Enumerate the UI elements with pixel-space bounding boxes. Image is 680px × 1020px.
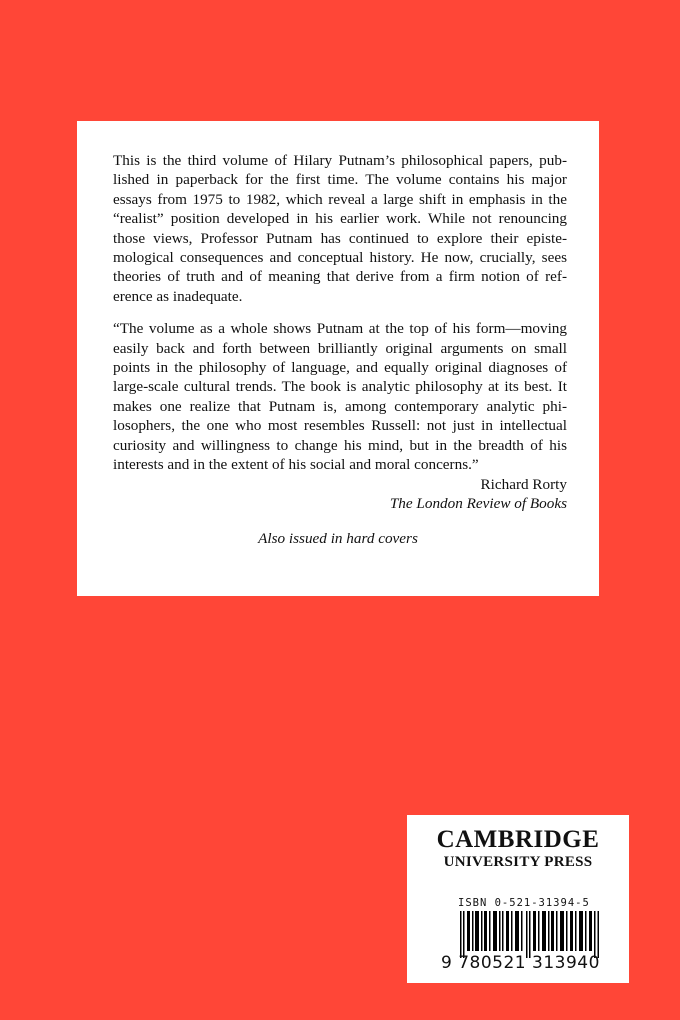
ean-number: 9 780521 313940 — [441, 953, 600, 973]
quote-author: Richard Rorty — [480, 475, 567, 493]
publisher-name: CAMBRIDGE — [436, 826, 600, 853]
barcode-icon — [460, 911, 600, 958]
description-paragraph: This is the third volume of Hilary Putnam’s philosophical papers, published in paperback for the first time. The volume contains his major essays from 1975 to 1982, which reveal a large shift in emphasis in the “realist” position developed in his earlier work. While not renouncing those views, Professor Putnam has continued to explore their epistemological consequences and conceptual history. He now, crucially, sees theories of truth and of meaning that derive from a firm notion of reference as inadequate. — [113, 152, 567, 305]
description-panel — [77, 121, 599, 596]
publisher-subtitle: UNIVERSITY PRESS — [443, 854, 593, 870]
quote-source: The London Review of Books — [389, 494, 567, 512]
review-quote: “The volume as a whole shows Putnam at the top of his form—moving easily back and forth between brilliantly original arguments on small points in the philosophy of language, and equally original diagnoses of large-scale cultural trends. The book is analytic philosophy at its best. It makes one realize that Putnam is, among contemporary analytic philosophers, the one who most resembles Russell: not just in intellectual curiosity and willingness to change his mind, but in the breadth of his interests and in the extent of his social and moral concerns.” — [113, 320, 567, 474]
also-issued-note: Also issued in hard covers — [258, 530, 418, 547]
quote-attribution — [113, 475, 567, 514]
publisher-box — [407, 815, 629, 983]
isbn-label: ISBN 0-521-31394-5 — [458, 897, 590, 909]
